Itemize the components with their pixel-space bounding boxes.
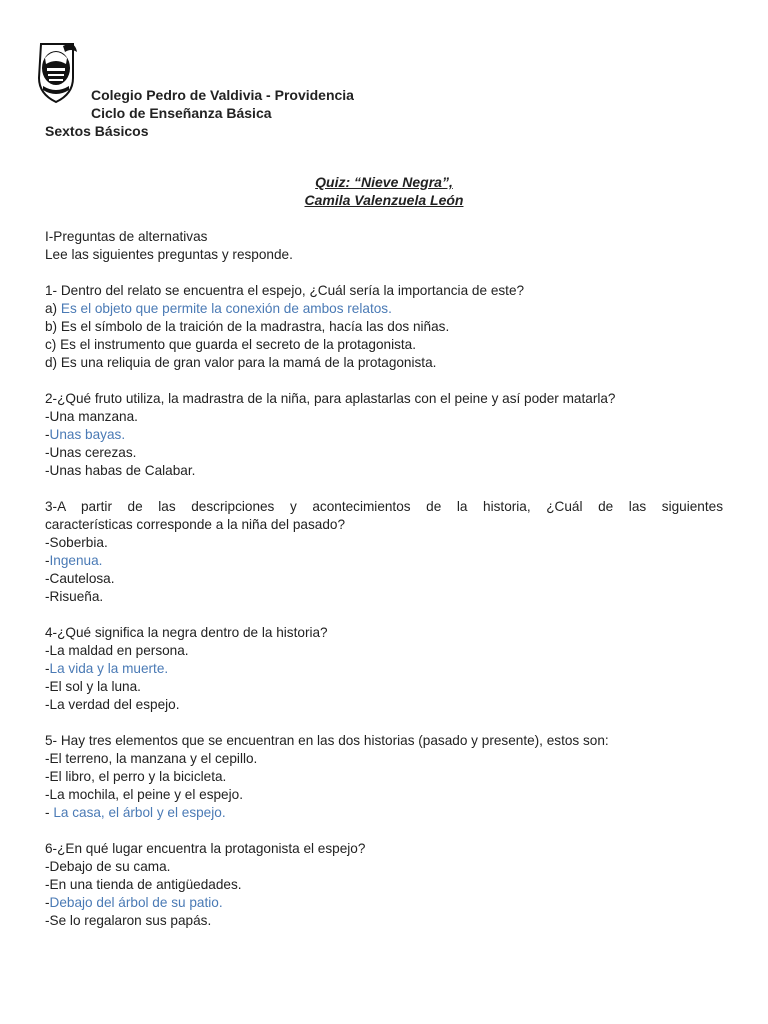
correct-answer: La vida y la muerte. [49, 661, 169, 676]
correct-answer: La casa, el árbol y el espejo. [53, 805, 226, 820]
question-text-line-2: características corresponde a la niña del pasado? [45, 517, 345, 532]
question-block-1 [45, 282, 723, 372]
option-3: -La mochila, el peine y el espejo. [45, 787, 243, 802]
option-d: d) Es una reliquia de gran valor para la mamá de la protagonista. [45, 355, 437, 370]
option-c: c) Es el instrumento que guarda el secreto de la protagonista. [45, 337, 417, 352]
question-block-2 [45, 390, 723, 480]
option-b: b) Es el símbolo de la traición de la madrastra, hacía las dos niñas. [45, 319, 450, 334]
option-1: -El terreno, la manzana y el cepillo. [45, 751, 258, 766]
option-2: -En una tienda de antigüedades. [45, 877, 242, 892]
section-instruction: Lee las siguientes preguntas y responde. [45, 247, 293, 262]
school-cycle: Ciclo de Enseñanza Básica [91, 105, 272, 121]
question-text-line-1: 3-A partir de las descripciones y acontecimientos de la historia, ¿Cuál de las siguientes [45, 499, 723, 514]
quiz-title-line-2: Camila Valenzuela León [304, 192, 464, 208]
quiz-title [0, 173, 768, 209]
option-3: -Debajo del árbol de su patio. [45, 895, 223, 910]
option-3: -El sol y la luna. [45, 679, 141, 694]
option-2: -La vida y la muerte. [45, 661, 169, 676]
correct-answer: Ingenua. [49, 553, 103, 568]
option-4: - La casa, el árbol y el espejo. [45, 805, 226, 820]
question-block-3 [45, 498, 723, 606]
quiz-body [45, 228, 723, 930]
grade-level: Sextos Básicos [45, 123, 149, 139]
option-1: -Una manzana. [45, 409, 138, 424]
question-text: 1- Dentro del relato se encuentra el espejo, ¿Cuál sería la importancia de este? [45, 283, 525, 298]
option-2: -Ingenua. [45, 553, 103, 568]
question-text: 2-¿Qué fruto utiliza, la madrastra de la niña, para aplastarlas con el peine y así poder matarla? [45, 391, 616, 406]
option-1: -Soberbia. [45, 535, 108, 550]
correct-answer: Unas bayas. [49, 427, 126, 442]
option-1: -La maldad en persona. [45, 643, 189, 658]
correct-answer: Es el objeto que permite la conexión de ambos relatos. [60, 301, 392, 316]
option-4: -Unas habas de Calabar. [45, 463, 196, 478]
option-4: -La verdad del espejo. [45, 697, 180, 712]
question-block-6 [45, 840, 723, 930]
option-4: -Risueña. [45, 589, 104, 604]
option-4: -Se lo regalaron sus papás. [45, 913, 212, 928]
option-1: -Debajo de su cama. [45, 859, 171, 874]
correct-answer: Debajo del árbol de su patio. [49, 895, 223, 910]
question-text: 4-¿Qué significa la negra dentro de la historia? [45, 625, 328, 640]
school-name: Colegio Pedro de Valdivia - Providencia [91, 87, 354, 103]
school-header [0, 86, 768, 140]
question-block-5 [45, 732, 723, 822]
option-3: -Unas cerezas. [45, 445, 137, 460]
option-3: -Cautelosa. [45, 571, 115, 586]
section-heading: I-Preguntas de alternativas [45, 229, 208, 244]
question-text: 6-¿En qué lugar encuentra la protagonista el espejo? [45, 841, 366, 856]
quiz-title-line-1: Quiz: “Nieve Negra”, [315, 174, 453, 190]
option-a: a) Es el objeto que permite la conexión de ambos relatos. [45, 301, 392, 316]
option-2: -El libro, el perro y la bicicleta. [45, 769, 227, 784]
question-block-4 [45, 624, 723, 714]
option-2: -Unas bayas. [45, 427, 126, 442]
question-text: 5- Hay tres elementos que se encuentran en las dos historias (pasado y presente), estos son: [45, 733, 609, 748]
